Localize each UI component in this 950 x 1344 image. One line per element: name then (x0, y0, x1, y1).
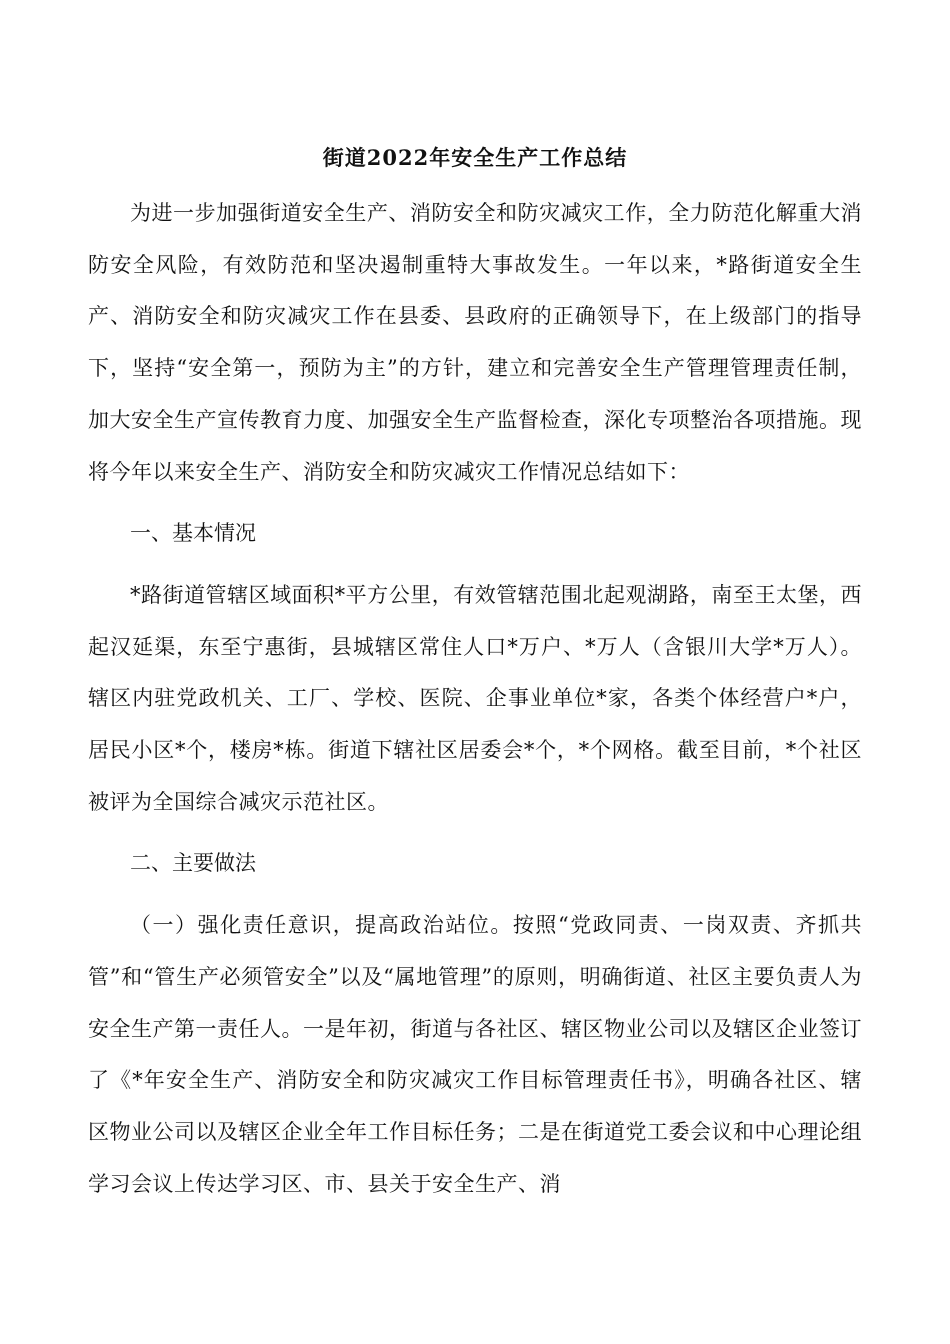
document-title: 街道2022年安全生产工作总结 (322, 145, 628, 170)
section-paragraph-basic-situation: *路街道管辖区域面积*平方公里，有效管辖范围北起观湖路，南至王太堡，西起汉延渠，东至宁惠街，县城辖区常住人口*万户、*万人（含银川大学*万人）。辖区内驻党政机关、工厂、学校、医院、企事业单位*家，各类个体经营户*户，居民小区*个，楼房*栋。街道下辖社区居委会*个，*个网格。截至目前，*个社区被评为全国综合减灾示范社区。 (88, 582, 862, 814)
section-heading-basic-situation: 一、基本情况 (130, 521, 256, 546)
document-page (88, 128, 862, 1210)
section-heading-main-practices: 二、主要做法 (130, 851, 256, 876)
section-paragraph-main-practices: （一）强化责任意识，提高政治站位。按照“党政同责、一岗双责、齐抓共管”和“管生产必须管安全”以及“属地管理”的原则，明确街道、社区主要负责人为安全生产第一责任人。一是年初，街道与各社区、辖区物业公司以及辖区企业签订了《*年安全生产、消防安全和防灾减灾工作目标管理责任书》，明确各社区、辖区物业公司以及辖区企业全年工作目标任务；二是在街道党工委会议和中心理论组学习会议上传达学习区、市、县关于安全生产、消 (88, 913, 862, 1196)
intro-paragraph: 为进一步加强街道安全生产、消防安全和防灾减灾工作，全力防范化解重大消防安全风险，有效防范和坚决遏制重特大事故发生。一年以来，*路街道安全生产、消防安全和防灾减灾工作在县委、县政府的正确领导下，在上级部门的指导下，坚持“安全第一，预防为主”的方针，建立和完善安全生产管理管理责任制，加大安全生产宣传教育力度、加强安全生产监督检查，深化专项整治各项措施。现将今年以来安全生产、消防安全和防灾减灾工作情况总结如下： (88, 201, 862, 484)
